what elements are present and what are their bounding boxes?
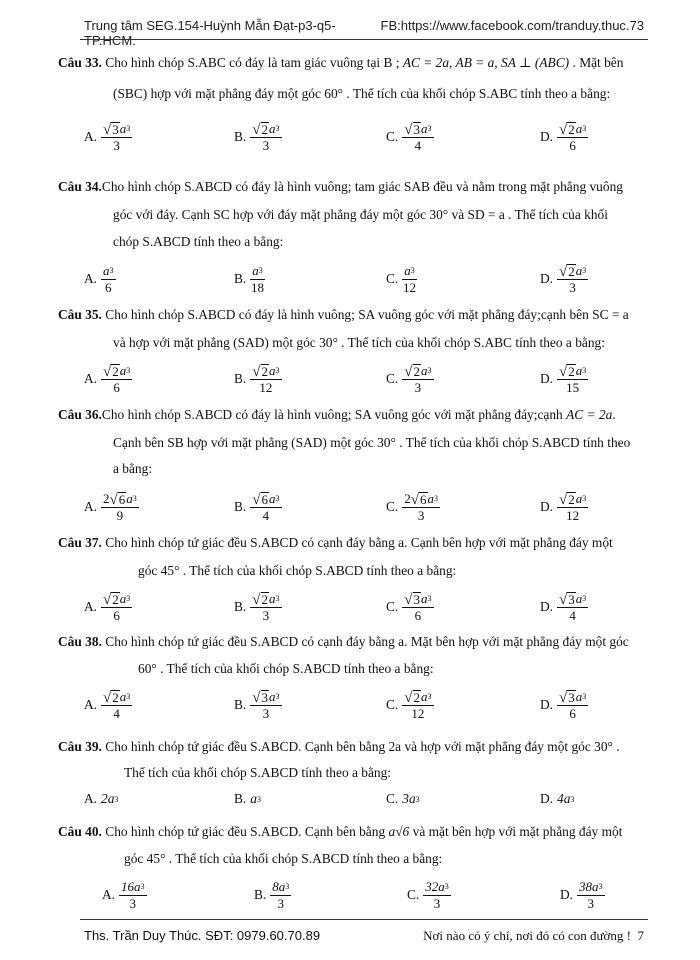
q38-line1: Câu 38. Cho hình chóp tứ giác đều S.ABCD có cạnh đáy bằng a. Mặt bên hợp với mặt phẳng đáy một góc (58, 634, 629, 649)
q33-option-a[interactable]: A. √ 3 a 3 3 (84, 121, 131, 153)
q35-option-b[interactable]: B. √ 2 a 3 12 (234, 363, 280, 395)
q40-option-a[interactable]: A. 16a 3 3 (102, 879, 145, 911)
q35-option-d[interactable]: D. √ 2 a 3 15 (540, 363, 587, 395)
q35-line1: Câu 35. Cho hình chóp S.ABCD có đáy là hình vuông; SA vuông góc với mặt phẳng đáy;cạnh bên SC = a (58, 307, 629, 322)
q36-option-a[interactable]: A. 2 √ 6 a 3 9 (84, 491, 137, 523)
q36-option-d[interactable]: D. √ 2 a 3 12 (540, 491, 587, 523)
q38-option-c[interactable]: C. √ 2 a 3 12 (386, 689, 432, 721)
q38-option-d[interactable]: D. √ 3 a 3 6 (540, 689, 587, 721)
q40-option-d[interactable]: D. 38a 3 3 (560, 879, 603, 911)
page-number: 7 (637, 928, 644, 943)
q33-line1: Câu 33. Cho hình chóp S.ABC có đáy là tam giác vuông tại B ; AC = 2a, AB = a, SA ⊥ (ABC) . Mặt bên (58, 55, 624, 70)
q38-line2: 60° . Thể tích của khối chóp S.ABCD tính theo a bằng: (138, 661, 434, 676)
q39-option-d[interactable]: D. 4a 3 (540, 791, 575, 806)
page-header (84, 18, 644, 48)
q36-option-b[interactable]: B. √ 6 a 3 4 (234, 491, 280, 523)
q40-line1: Câu 40. Cho hình chóp tứ giác đều S.ABCD. Cạnh bên bằng a√6 và mặt bên hợp với mặt phẳng đáy một (58, 824, 623, 839)
q37-option-c[interactable]: C. √ 3 a 3 6 (386, 591, 432, 623)
q34-option-d[interactable]: D. √ 2 a 3 3 (540, 263, 587, 295)
header-facebook-link[interactable]: FB:https://www.facebook.com/tranduy.thuc.73 (380, 18, 644, 33)
q33-option-c[interactable]: C. √ 3 a 3 4 (386, 121, 432, 153)
q40-option-b[interactable]: B. 8a 3 3 (254, 879, 290, 911)
q39-option-c[interactable]: C. 3a 3 (386, 791, 420, 806)
q38-number: Câu 38. (58, 634, 102, 649)
q37-line2: góc 45° . Thể tích của khối chóp S.ABCD tính theo a bằng: (138, 563, 457, 578)
q36-option-c[interactable]: C. 2 √ 6 a 3 3 (386, 491, 439, 523)
q34-line1: Câu 34.Cho hình chóp S.ABCD có đáy là hình vuông; tam giác SAB đều và nằm trong mặt phẳng vuông (58, 179, 623, 194)
header-divider (80, 39, 648, 40)
q39-option-a[interactable]: A. 2a 3 (84, 791, 119, 806)
q33-number: Câu 33. (58, 55, 102, 70)
q40-line2: góc 45° . Thể tích của khối chóp S.ABCD tính theo a bằng: (124, 851, 443, 866)
q37-option-b[interactable]: B. √ 2 a 3 3 (234, 591, 280, 623)
q34-number: Câu 34. (58, 179, 102, 194)
q35-option-c[interactable]: C. √ 2 a 3 3 (386, 363, 432, 395)
q39-line2: Thể tích của khối chóp S.ABCD tính theo a bằng: (124, 765, 392, 780)
q35-line2: và hợp với mặt phẳng (SAD) một góc 30° . Thể tích của khối chóp S.ABC tính theo a bằng: (113, 335, 605, 350)
q33-option-d[interactable]: D. √ 2 a 3 6 (540, 121, 587, 153)
page-footer (84, 928, 644, 944)
q37-line1: Câu 37. Cho hình chóp tứ giác đều S.ABCD có cạnh đáy bằng a. Cạnh bên hợp với mặt phẳng đáy một (58, 535, 613, 550)
q33-option-b[interactable]: B. √ 2 a 3 3 (234, 121, 280, 153)
footer-author: Ths. Trần Duy Thúc. SĐT: 0979.60.70.89 (84, 928, 321, 943)
q37-number: Câu 37. (58, 535, 102, 550)
q37-option-a[interactable]: A. √ 2 a 3 6 (84, 591, 131, 623)
q38-option-a[interactable]: A. √ 2 a 3 4 (84, 689, 131, 721)
q35-number: Câu 35. (58, 307, 102, 322)
q34-line2: góc với đáy. Cạnh SC hợp với đáy mặt phẳng đáy một góc 30° và SD = a . Thể tích của khối (113, 207, 608, 222)
q34-option-c[interactable]: C. a 3 12 (386, 263, 417, 295)
q36-line3: a bằng: (113, 461, 153, 476)
header-center-info: Trung tâm SEG.154-Huỳnh Mẫn Đạt-p3-q5-TP.HCM. (84, 18, 336, 48)
q40-number: Câu 40. (58, 824, 102, 839)
q39-option-b[interactable]: B. a 3 (234, 791, 261, 806)
footer-motto: Nơi nào có ý chí, nơi đó có con đường ! 7 (423, 928, 644, 943)
q34-option-b[interactable]: B. a 3 18 (234, 263, 265, 295)
q39-number: Câu 39. (58, 739, 102, 754)
q37-option-d[interactable]: D. √ 3 a 3 4 (540, 591, 587, 623)
q34-line3: chóp S.ABCD tính theo a bằng: (113, 234, 284, 249)
q35-option-a[interactable]: A. √ 2 a 3 6 (84, 363, 131, 395)
q40-option-c[interactable]: C. 32a 3 3 (407, 879, 449, 911)
q39-line1: Câu 39. Cho hình chóp tứ giác đều S.ABCD. Cạnh bên bằng 2a và hợp với mặt phẳng đáy một góc 30° . (58, 739, 620, 754)
q34-option-a[interactable]: A. a 3 6 (84, 263, 114, 295)
q33-line2: (SBC) hợp với mặt phẳng đáy một góc 60° . Thể tích của khối chóp S.ABC tính theo a bằng: (113, 86, 611, 101)
q36-number: Câu 36. (58, 407, 102, 422)
footer-divider (80, 919, 648, 920)
q36-line1: Câu 36.Cho hình chóp S.ABCD có đáy là hình vuông; SA vuông góc với mặt phẳng đáy;cạnh AC = 2a. (58, 407, 616, 422)
q38-option-b[interactable]: B. √ 3 a 3 3 (234, 689, 280, 721)
q36-line2: Cạnh bên SB hợp với mặt phẳng (SAD) một góc 30° . Thể tích của khối chóp S.ABCD tính theo (113, 435, 631, 450)
